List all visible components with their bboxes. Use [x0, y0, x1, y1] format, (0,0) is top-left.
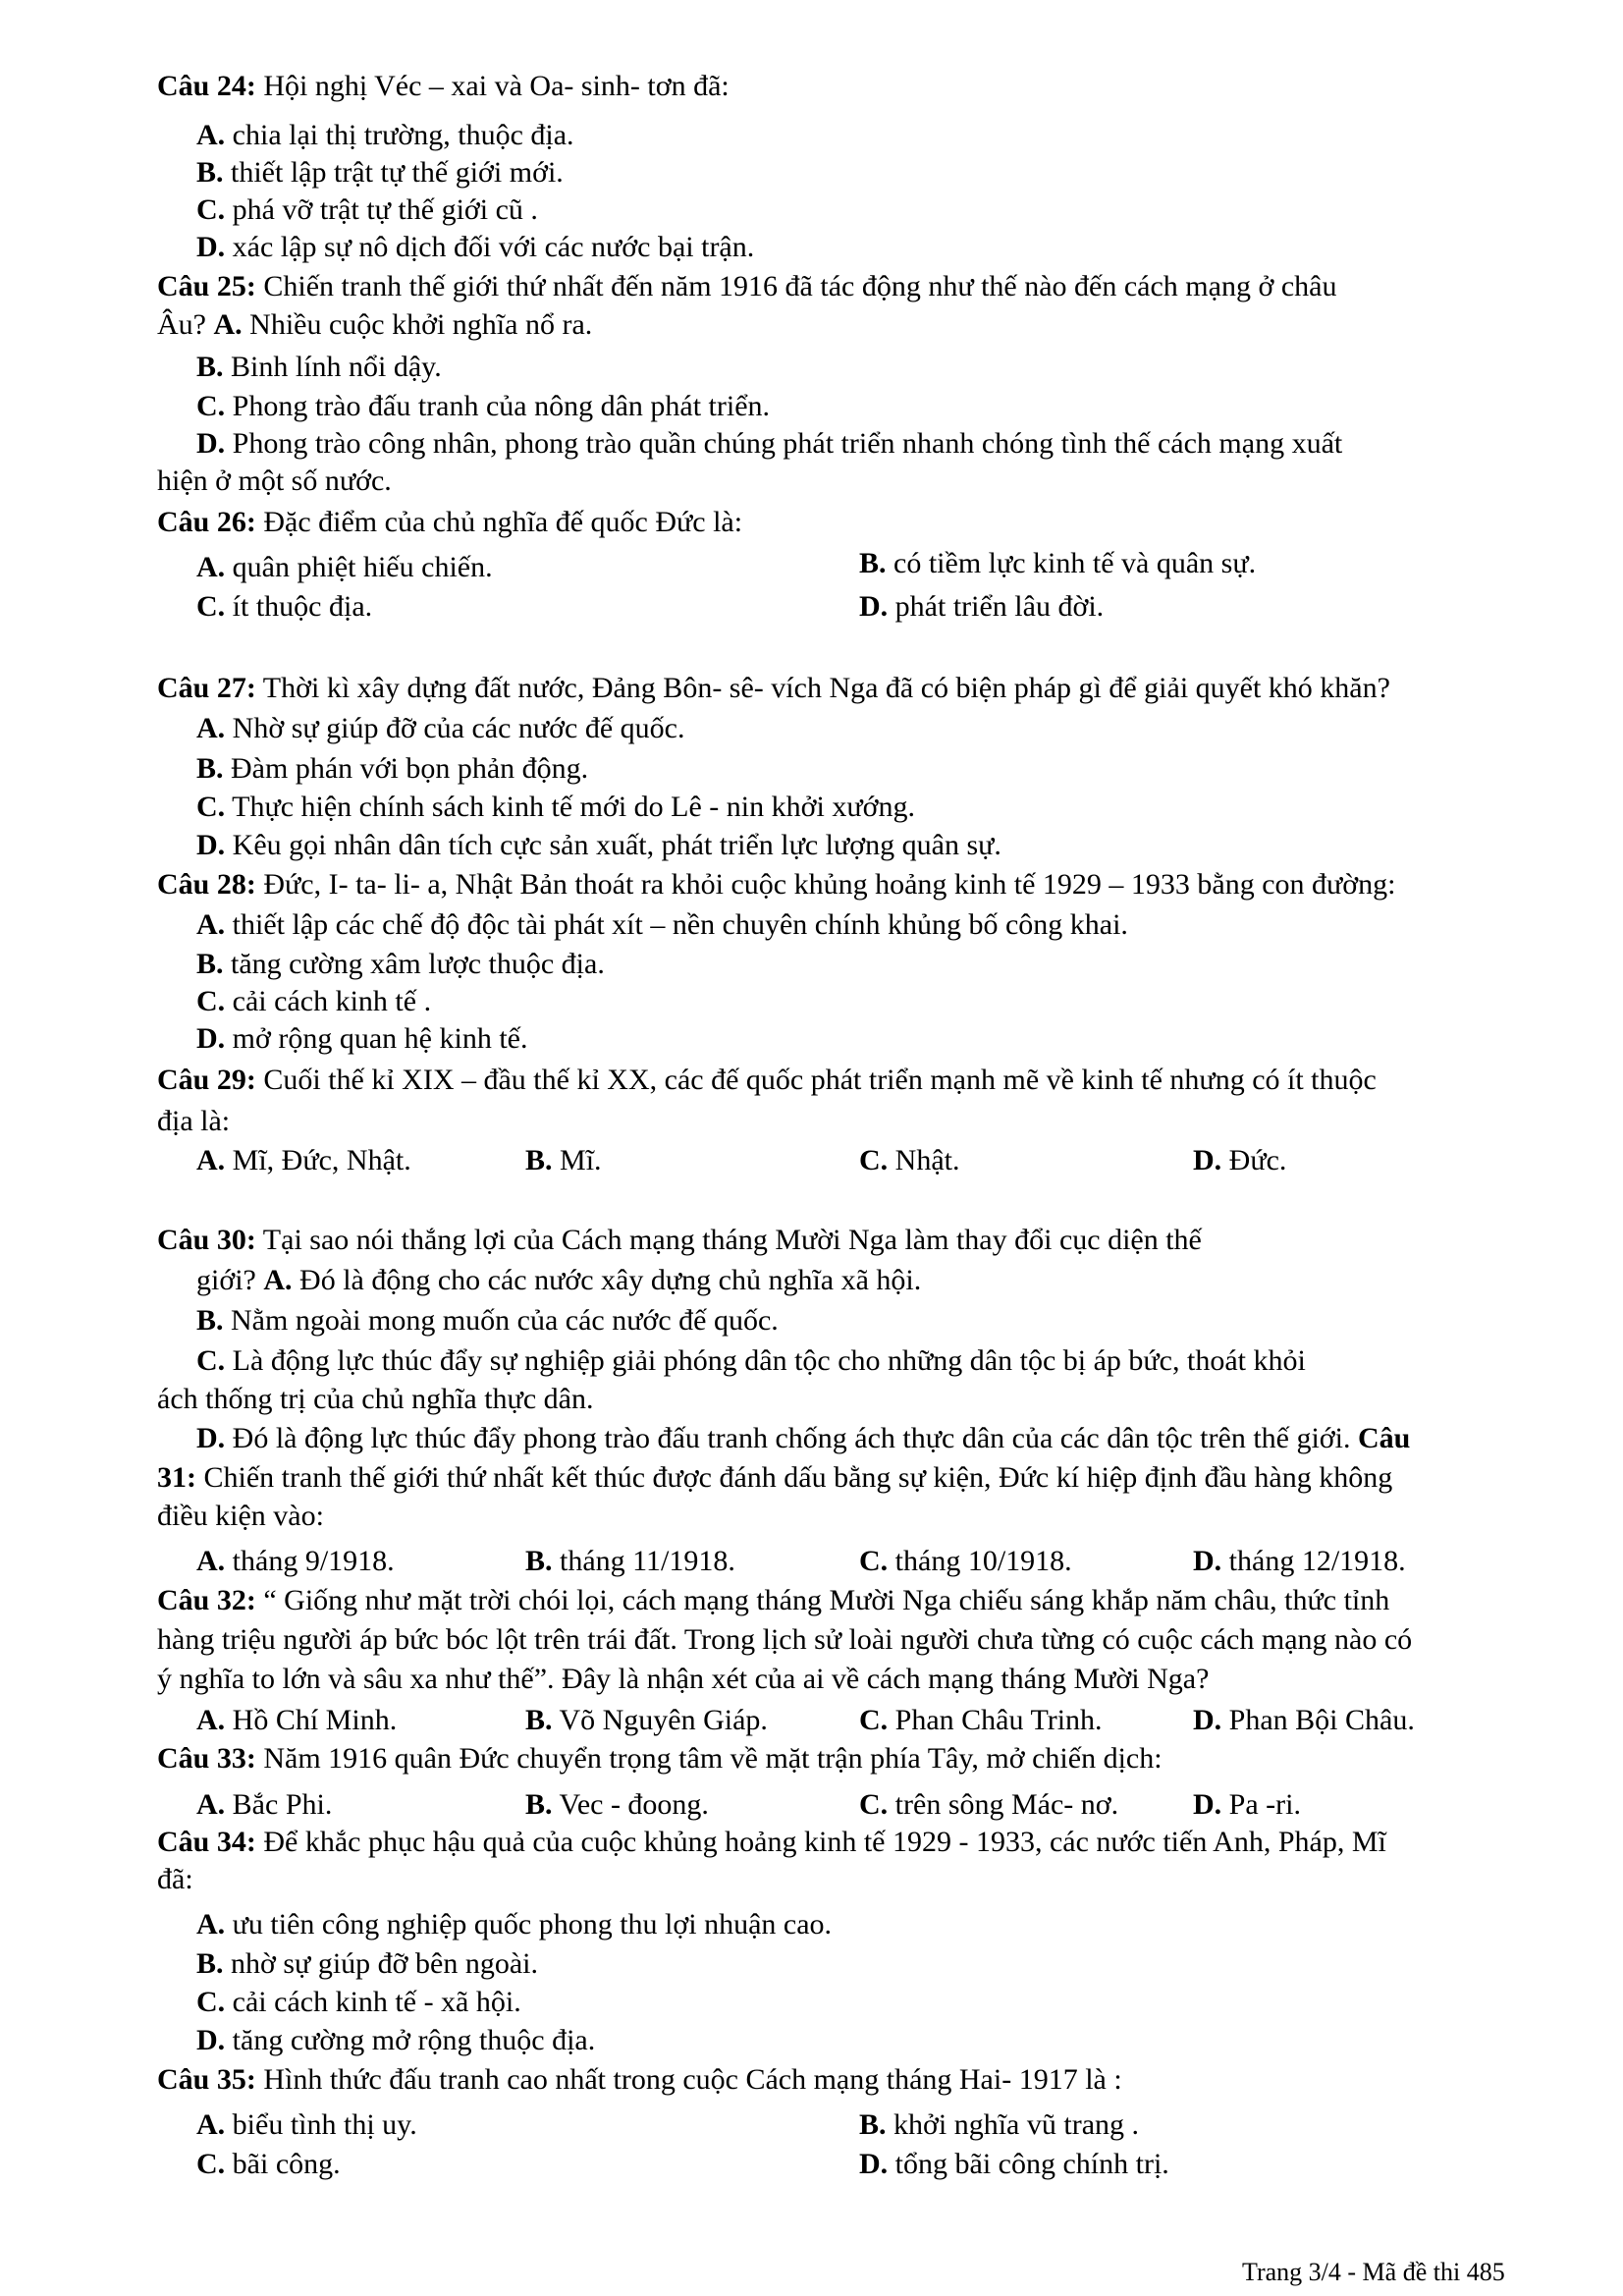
- q31-option-a: A. tháng 9/1918.: [196, 1545, 395, 1577]
- q29-option-d: D. Đức.: [1193, 1144, 1287, 1176]
- q33-option-c: C. trên sông Mác- nơ.: [859, 1788, 1119, 1821]
- q32-option-b: B. Võ Nguyên Giáp.: [525, 1704, 768, 1736]
- q34-option-a: A. ưu tiên công nghiệp quốc phong thu lợi nhuận cao.: [196, 1908, 833, 1941]
- q32-option-c: C. Phan Châu Trinh.: [859, 1704, 1103, 1736]
- question-25-cont: Âu? A. Nhiều cuộc khởi nghĩa nổ ra.: [157, 308, 593, 341]
- question-27: Câu 27: Thời kì xây dựng đất nước, Đảng Bôn- sê- vích Nga đã có biện pháp gì để giải quyết khó khăn?: [157, 672, 1390, 704]
- q27-option-a: A. Nhờ sự giúp đỡ của các nước đế quốc.: [196, 712, 685, 744]
- q35-option-b: B. khởi nghĩa vũ trang .: [859, 2108, 1140, 2141]
- q24-option-c: C. phá vỡ trật tự thế giới cũ .: [196, 193, 538, 226]
- q31-option-c: C. tháng 10/1918.: [859, 1545, 1072, 1577]
- q30-option-d: D. Đó là động lực thúc đẩy phong trào đấu tranh chống ách thực dân của các dân tộc trên thế giới. Câu: [196, 1422, 1411, 1454]
- q32-option-d: D. Phan Bội Châu.: [1193, 1704, 1415, 1736]
- question-32: Câu 32: “ Giống như mặt trời chói lọi, cách mạng tháng Mười Nga chiếu sáng khắp năm châu, thức tỉnh: [157, 1584, 1390, 1616]
- q31-option-d: D. tháng 12/1918.: [1193, 1545, 1406, 1577]
- question-35: Câu 35: Hình thức đấu tranh cao nhất trong cuộc Cách mạng tháng Hai- 1917 là :: [157, 2063, 1122, 2096]
- q33-option-b: B. Vec - đoong.: [525, 1788, 709, 1821]
- question-32-cont-1: hàng triệu người áp bức bóc lột trên trái đất. Trong lịch sử loài người chưa từng có cuộc cách mạng nào có: [157, 1623, 1413, 1656]
- question-30: Câu 30: Tại sao nói thắng lợi của Cách mạng tháng Mười Nga làm thay đổi cục diện thế: [157, 1224, 1202, 1256]
- q31-option-b: B. tháng 11/1918.: [525, 1545, 735, 1577]
- q27-option-b: B. Đàm phán với bọn phản động.: [196, 752, 589, 785]
- q35-option-d: D. tổng bãi công chính trị.: [859, 2148, 1169, 2180]
- q26-option-d: D. phát triển lâu đời.: [859, 590, 1105, 623]
- question-28: Câu 28: Đức, I- ta- li- a, Nhật Bản thoát ra khỏi cuộc khủng hoảng kinh tế 1929 – 1933 bằng con đường:: [157, 868, 1396, 901]
- q32-option-a: A. Hồ Chí Minh.: [196, 1704, 398, 1736]
- question-26: Câu 26: Đặc điểm của chủ nghĩa đế quốc Đức là:: [157, 506, 743, 538]
- q34-option-c: C. cải cách kinh tế - xã hội.: [196, 1986, 521, 2018]
- q28-option-b: B. tăng cường xâm lược thuộc địa.: [196, 948, 605, 980]
- q33-option-a: A. Bắc Phi.: [196, 1788, 333, 1821]
- q30-option-c-cont: ách thống trị của chủ nghĩa thực dân.: [157, 1383, 594, 1415]
- question-24: Câu 24: Hội nghị Véc – xai và Oa- sinh- tơn đã:: [157, 70, 730, 102]
- q29-option-c: C. Nhật.: [859, 1144, 960, 1176]
- q34-option-d: D. tăng cường mở rộng thuộc địa.: [196, 2024, 596, 2056]
- q35-option-a: A. biểu tình thị uy.: [196, 2108, 417, 2141]
- question-32-cont-2: ý nghĩa to lớn và sâu xa như thế”. Đây là nhận xét của ai về cách mạng tháng Mười Nga?: [157, 1663, 1210, 1695]
- question-30-cont: giới? A. Đó là động cho các nước xây dựng chủ nghĩa xã hội.: [196, 1264, 922, 1296]
- question-25: Câu 25: Chiến tranh thế giới thứ nhất đến năm 1916 đã tác động như thế nào đến cách mạng ở châu: [157, 270, 1337, 302]
- q26-option-a: A. quân phiệt hiếu chiến.: [196, 551, 493, 583]
- q24-option-d: D. xác lập sự nô dịch đối với các nước bại trận.: [196, 231, 755, 263]
- q28-option-c: C. cải cách kinh tế .: [196, 985, 432, 1017]
- question-31-cont: điều kiện vào:: [157, 1500, 324, 1532]
- q29-option-a: A. Mĩ, Đức, Nhật.: [196, 1144, 411, 1176]
- q26-option-c: C. ít thuộc địa.: [196, 590, 373, 623]
- q24-option-a: A. chia lại thị trường, thuộc địa.: [196, 119, 574, 151]
- q25-option-d-cont: hiện ở một số nước.: [157, 465, 392, 497]
- q28-option-d: D. mở rộng quan hệ kinh tế.: [196, 1022, 528, 1055]
- page-footer: Trang 3/4 - Mã đề thi 485: [1242, 2258, 1505, 2286]
- q33-option-d: D. Pa -ri.: [1193, 1788, 1301, 1821]
- question-34-cont: đã:: [157, 1863, 193, 1895]
- q28-option-a: A. thiết lập các chế độ độc tài phát xít – nền chuyên chính khủng bố công khai.: [196, 908, 1128, 941]
- q29-option-b: B. Mĩ.: [525, 1144, 602, 1176]
- q25-option-d: D. Phong trào công nhân, phong trào quần chúng phát triển nhanh chóng tình thế cách mạng xuất: [196, 427, 1343, 460]
- q27-option-c: C. Thực hiện chính sách kinh tế mới do Lê - nin khởi xướng.: [196, 791, 915, 823]
- q25-option-c: C. Phong trào đấu tranh của nông dân phát triển.: [196, 390, 771, 422]
- q34-option-b: B. nhờ sự giúp đỡ bên ngoài.: [196, 1947, 538, 1980]
- q30-option-c: C. Là động lực thúc đẩy sự nghiệp giải phóng dân tộc cho những dân tộc bị áp bức, thoát khỏi: [196, 1344, 1306, 1377]
- q26-option-b: B. có tiềm lực kinh tế và quân sự.: [859, 547, 1257, 579]
- question-29: Câu 29: Cuối thế kỉ XIX – đầu thế kỉ XX, các đế quốc phát triển mạnh mẽ về kinh tế nhưng có ít thuộc: [157, 1064, 1377, 1096]
- question-33: Câu 33: Năm 1916 quân Đức chuyển trọng tâm về mặt trận phía Tây, mở chiến dịch:: [157, 1742, 1163, 1775]
- q27-option-d: D. Kêu gọi nhân dân tích cực sản xuất, phát triển lực lượng quân sự.: [196, 829, 1001, 861]
- question-29-cont: địa là:: [157, 1105, 231, 1137]
- question-31: 31: Chiến tranh thế giới thứ nhất kết thúc được đánh dấu bằng sự kiện, Đức kí hiệp định đầu hàng không: [157, 1461, 1393, 1494]
- q24-option-b: B. thiết lập trật tự thế giới mới.: [196, 156, 564, 189]
- q35-option-c: C. bãi công.: [196, 2148, 341, 2180]
- q30-option-b: B. Nằm ngoài mong muốn của các nước đế quốc.: [196, 1304, 779, 1337]
- q25-option-b: B. Binh lính nổi dậy.: [196, 351, 442, 383]
- question-34: Câu 34: Để khắc phục hậu quả của cuộc khủng hoảng kinh tế 1929 - 1933, các nước tiến Anh, Pháp, Mĩ: [157, 1826, 1386, 1858]
